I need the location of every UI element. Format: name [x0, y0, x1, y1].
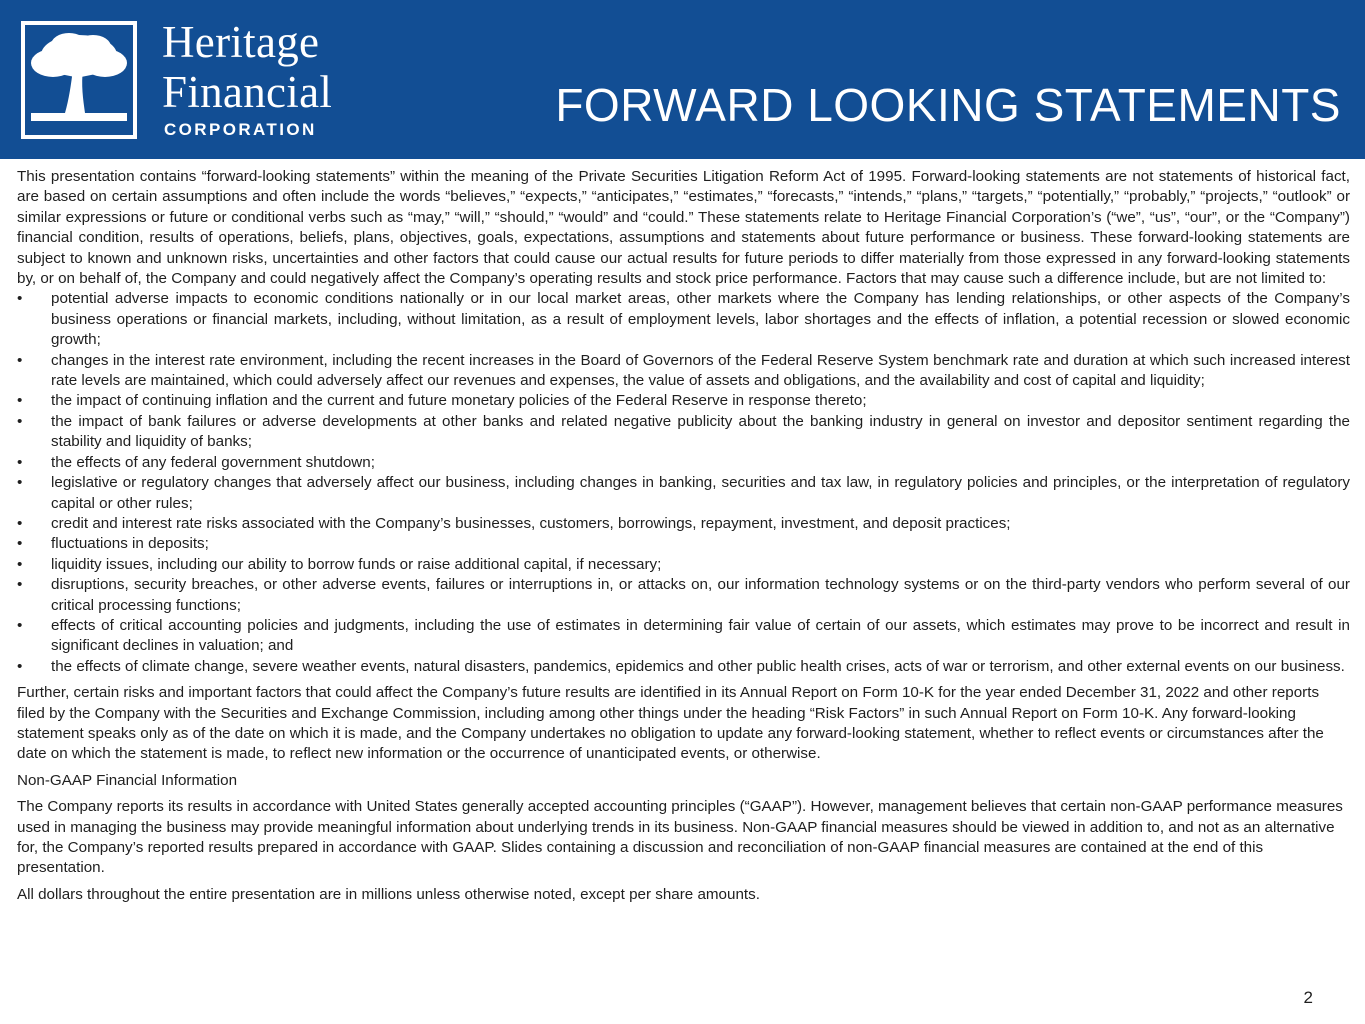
list-item: • fluctuations in deposits; [17, 534, 1350, 554]
page-number: 2 [1303, 988, 1313, 1007]
bullet-icon: • [17, 453, 23, 471]
list-item: • the effects of climate change, severe weather events, natural disasters, pandemics, epidemics and other public health crises, acts of war or terrorism, and other external events on our business. [17, 657, 1350, 677]
bullet-icon: • [17, 392, 23, 410]
brand-name-line3: CORPORATION [164, 120, 317, 139]
list-item: • the impact of continuing inflation and the current and future monetary policies of the Federal Reserve in response thereto; [17, 391, 1350, 411]
non-gaap-paragraph: The Company reports its results in accordance with United States generally accepted accounting principles (“GAAP”). However, management believes that certain non-GAAP performance measures used in managing the business may provide meaningful information about underlying trends in its business. Non-GAAP financial measures should be viewed in addition to, and not as an alternative for, the Company’s reported results prepared in accordance with GAAP. Slides containing a discussion and reconciliation of non-GAAP financial measures are contained at the end of this presentation. [17, 798, 1343, 877]
non-gaap-heading: Non-GAAP Financial Information [17, 771, 238, 789]
statement-body [17, 167, 1350, 905]
bullet-icon: • [17, 657, 23, 675]
intro-paragraph: This presentation contains “forward-looking statements” within the meaning of the Private Securities Litigation Reform Act of 1995. Forward-looking statements are not statements of historical fact, are based on certain assumptions and often include the words “believes,” “expects,” “anticipates,” “estimates,” “forecasts,” “intends,” “plans,” “targets,” “potentially,” “probably,” “projects,” “outlook” or similar expressions or future or conditional verbs such as “may,” “will,” “should,” “would” and “could.” These statements relate to Heritage Financial Corporation’s (“we”, “us”, “our”, or the “Company”) financial condition, results of operations, beliefs, plans, objectives, goals, expectations, assumptions and statements about future performance or business. These forward-looking statements are subject to known and unknown risks, uncertainties and other factors that could cause our actual results for future periods to differ materially from those expressed in any forward-looking statements by, or on behalf of, the Company and could negatively affect the Company’s operating results and stock price performance. Factors that may cause such a difference include, but are not limited to: [17, 168, 1350, 288]
bullet-icon: • [17, 290, 23, 308]
brand-name-line1: Heritage [162, 17, 320, 67]
bullet-icon: • [17, 474, 23, 492]
slide-header [0, 0, 1365, 159]
list-item: • effects of critical accounting policies and judgments, including the use of estimates in determining fair value of certain of our assets, which estimates may prove to be incorrect and result in significant declines in valuation; and [17, 616, 1350, 655]
brand-name-line2: Financial [162, 67, 333, 117]
list-item: • disruptions, security breaches, or other adverse events, failures or interruptions in, or attacks on, our information technology systems or on the third-party vendors who perform several of our critical processing functions; [17, 576, 1350, 614]
list-item: • liquidity issues, including our ability to borrow funds or raise additional capital, if necessary; [17, 555, 1350, 575]
bullet-icon: • [17, 616, 23, 634]
tree-logo-icon [21, 21, 137, 139]
bullet-icon: • [17, 535, 23, 553]
dollars-note: All dollars throughout the entire presentation are in millions unless otherwise noted, except per share amounts. [17, 885, 760, 903]
list-item: • legislative or regulatory changes that adversely affect our business, including changes in banking, securities and tax law, in regulatory policies and principles, or the interpretation of regulatory capital or other rules; [17, 474, 1350, 512]
bullet-icon: • [17, 351, 23, 369]
bullet-icon: • [17, 576, 23, 594]
list-item: • changes in the interest rate environment, including the recent increases in the Board of Governors of the Federal Reserve System benchmark rate and duration at which such increased interest rate levels are maintained, which could adversely affect our revenues and expenses, the value of assets and obligations, and the availability and cost of capital and liquidity; [17, 351, 1350, 390]
bullet-icon: • [17, 412, 23, 430]
page-title: FORWARD LOOKING STATEMENTS [555, 79, 1341, 131]
list-item: • credit and interest rate risks associated with the Company’s businesses, customers, borrowings, repayment, investment, and deposit practices; [17, 514, 1350, 534]
list-item: • the effects of any federal government shutdown; [17, 453, 1350, 473]
list-item: • potential adverse impacts to economic conditions nationally or in our local market areas, other markets where the Company has lending relationships, or other aspects of the Company’s business operations or financial markets, including, without limitation, as a result of employment levels, labor shortages and the effects of inflation, a potential recession or slowed economic growth; [17, 290, 1350, 349]
further-risks-paragraph: Further, certain risks and important factors that could affect the Company’s future results are identified in its Annual Report on Form 10-K for the year ended December 31, 2022 and other reports filed by the Company with the Securities and Exchange Commission, including among other things under the heading “Risk Factors” in such Annual Report on Form 10-K. Any forward-looking statement speaks only as of the date on which it is made, and the Company undertakes no obligation to update any forward-looking statement, whether to reflect events or circumstances after the date on which the statement is made, to reflect new information or the occurrence of unanticipated events, or otherwise. [17, 684, 1324, 763]
bullet-icon: • [17, 555, 23, 573]
list-item: • the impact of bank failures or adverse developments at other banks and related negative publicity about the banking industry in general on investor and depositor sentiment regarding the stability and liquidity of banks; [17, 412, 1350, 451]
bullet-icon: • [17, 514, 23, 532]
risk-factor-list [17, 289, 1350, 677]
